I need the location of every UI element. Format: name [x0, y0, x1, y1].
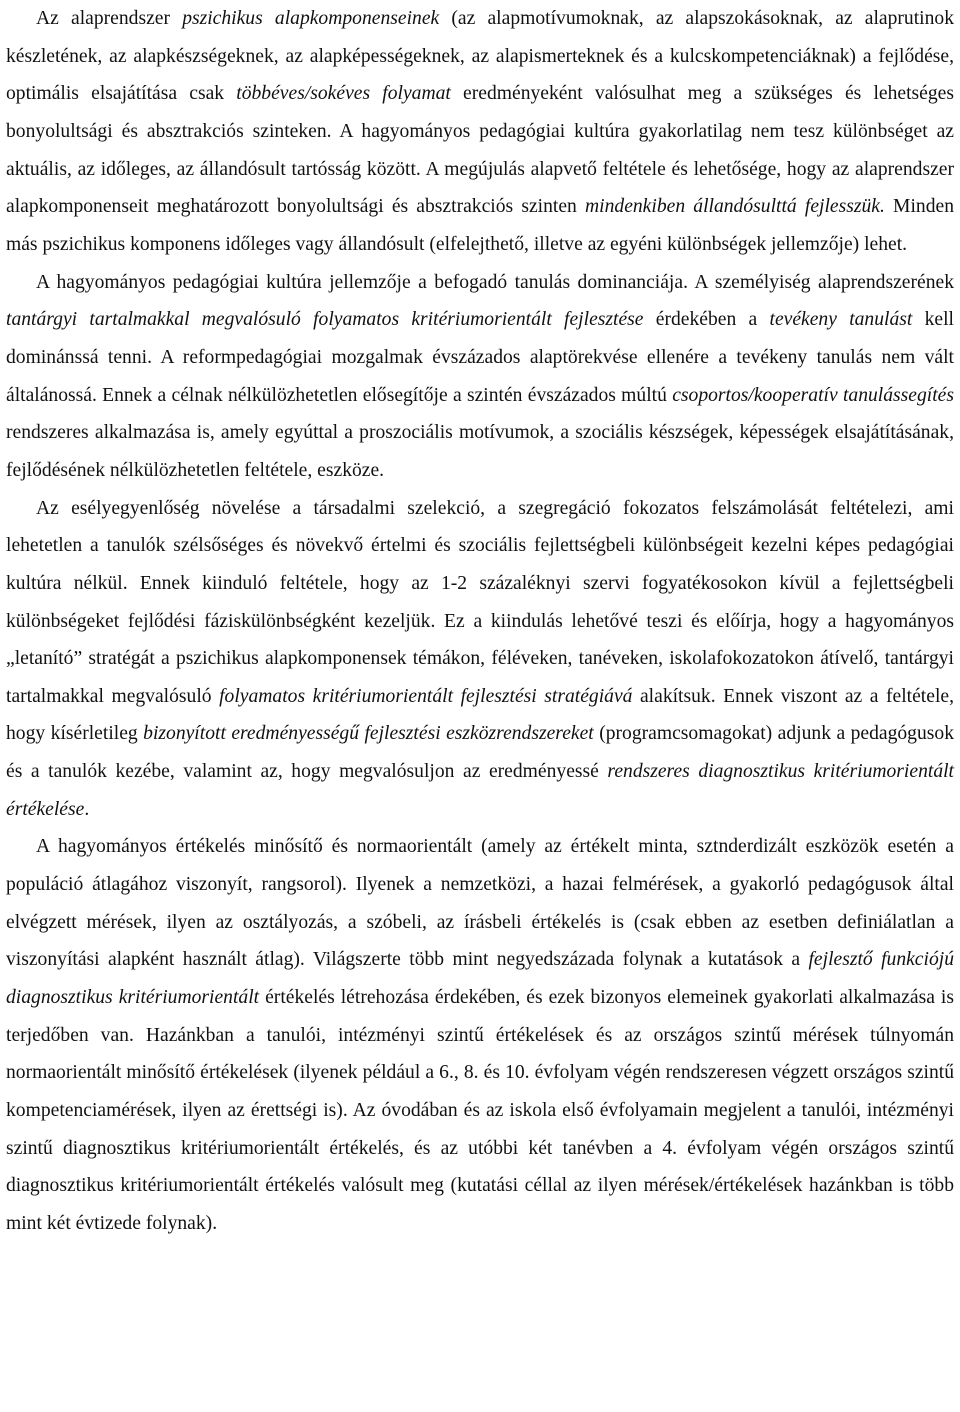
italic-text: pszichikus alapkomponenseinek	[182, 8, 440, 29]
body-text: A hagyományos pedagógiai kultúra jellemzője a befogadó tanulás dominanciája. A személyiség alaprendszerének	[36, 271, 954, 293]
body-text: alakítsuk. Ennek viszont az a feltétele, hogy kísérletileg	[6, 685, 954, 745]
italic-text: mindenkiben állandósulttá fejlesszük.	[585, 196, 885, 218]
italic-text: folyamatos kritériumorientált fejlesztési stratégiává	[219, 685, 633, 707]
document-page	[6, 0, 954, 1243]
body-text: (programcsomagokat) adjunk a pedagógusok és a tanulók kezébe, valamint az, hogy megvalósuljon az eredményessé	[6, 723, 954, 783]
paragraph	[6, 828, 954, 1242]
paragraph	[6, 490, 954, 829]
italic-text: tantárgyi tartalmakkal megvalósuló folyamatos kritériumorientált fejlesztése	[6, 309, 644, 331]
body-text: .	[84, 798, 90, 820]
body-text: Az esélyegyenlőség növelése a társadalmi szelekció, a szegregáció fokozatos felszámolását feltételezi, ami lehetetlen a tanulók szélsőséges és növekvő értelmi és szociális fejlettségbeli különbségeit kezelni képes pedagógiai kultúra nélkül. Ennek kiinduló feltétele, hogy az 1-2 százaléknyi szervi fogyatékosokon kívül a fejlettségbeli különbségeket fejlődési fáziskülönbségként kezeljük. Ez a kiindulás lehetővé teszi és előírja, hogy a hagyományos „letanító” stratégát a pszichikus alapkomponensek témákon, féléveken, tanéveken, iskolafokozatokon átívelő, tantárgyi tartalmakkal megvalósuló	[6, 497, 954, 707]
body-text: érdekében a	[643, 309, 770, 331]
body-text: eredményeként valósulhat meg a szükséges és lehetséges bonyolultsági és absztrakciós szinteken. A hagyományos pedagógiai kultúra gyakorlatilag nem tesz különbséget az aktuális, az időleges, az állandósult tartósság között. A megújulás alapvető feltétele és lehetősége, hogy az alaprendszer alapkomponenseit meghatározott bonyolultsági és absztrakciós szinten	[6, 83, 954, 218]
italic-text: fejlesztő funkciójú diagnosztikus kritériumorientált	[6, 949, 954, 1009]
italic-text: rendszeres diagnosztikus kritériumorientált értékelése	[6, 761, 955, 820]
italic-text: többéves/sokéves folyamat	[236, 83, 451, 105]
body-text: kell dominánssá tenni. A reformpedagógiai mozgalmak évszázados alaptörekvése ellenére a tevékeny tanulás nem vált általánossá. Ennek a célnak nélkülözhetetlen elősegítője a szintén évszázados múltú	[6, 309, 954, 406]
body-text: Minden más pszichikus komponens időleges vagy állandósult (elfelejthető, illetve az egyéni különbségek jellemzője) lehet.	[6, 196, 954, 255]
paragraph	[6, 264, 954, 490]
italic-text: bizonyított eredményességű fejlesztési eszközrendszereket	[143, 723, 594, 745]
body-text: A hagyományos értékelés minősítő és normaorientált (amely az értékelt minta, sztnderdizált eszközök esetén a populáció átlagához viszonyít, rangsorol). Ilyenek a nemzetközi, a hazai felmérések, a gyakorló pedagógusok által elvégzett mérések, ilyen az osztályozás, a szóbeli, az írásbeli értékelés is (csak ebben az esetben definiálatlan a viszonyítási alapként használt átlag). Világszerte több mint negyedszázada folynak a kutatások a	[6, 836, 954, 971]
body-text: értékelés létrehozása érdekében, és ezek bizonyos elemeinek gyakorlati alkalmazása is terjedőben van. Hazánkban a tanulói, intézményi szintű értékelések és az országos szintű mérések túlnyomán normaorientált minősítő értékelések (ilyenek például a 6., 8. és 10. évfolyam végén rendszeresen végzett országos szintű kompetenciamérések, ilyen az érettségi is). Az óvodában és az iskola első évfolyamain megjelent a tanulói, intézményi szintű diagnosztikus kritériumorientált értékelés, és az utóbbi két tanévben a 4. évfolyam végén országos szintű diagnosztikus kritériumorientált értékelés valósult meg (kutatási céllal az ilyen mérések/értékelések hazánkban is több mint két évtizede folynak).	[6, 987, 954, 1234]
body-text: (az alapmotívumoknak, az alapszokásoknak, az alaprutinok készletének, az alapkészségeknek, az alapképességeknek, az alapismerteknek és a kulcskompetenciáknak) a fejlődése, optimális elsajátítása csak	[6, 8, 955, 105]
body-text: Az alaprendszer	[36, 8, 183, 29]
body-text: rendszeres alkalmazása is, amely egyúttal a proszociális motívumok, a szociális készségek, képességek elsajátításának, fejlődésének nélkülözhetetlen feltétele, eszköze.	[6, 422, 954, 481]
italic-text: tevékeny tanulást	[769, 309, 913, 331]
italic-text: csoportos/kooperatív tanulássegítés	[672, 384, 954, 406]
paragraph	[6, 0, 954, 264]
